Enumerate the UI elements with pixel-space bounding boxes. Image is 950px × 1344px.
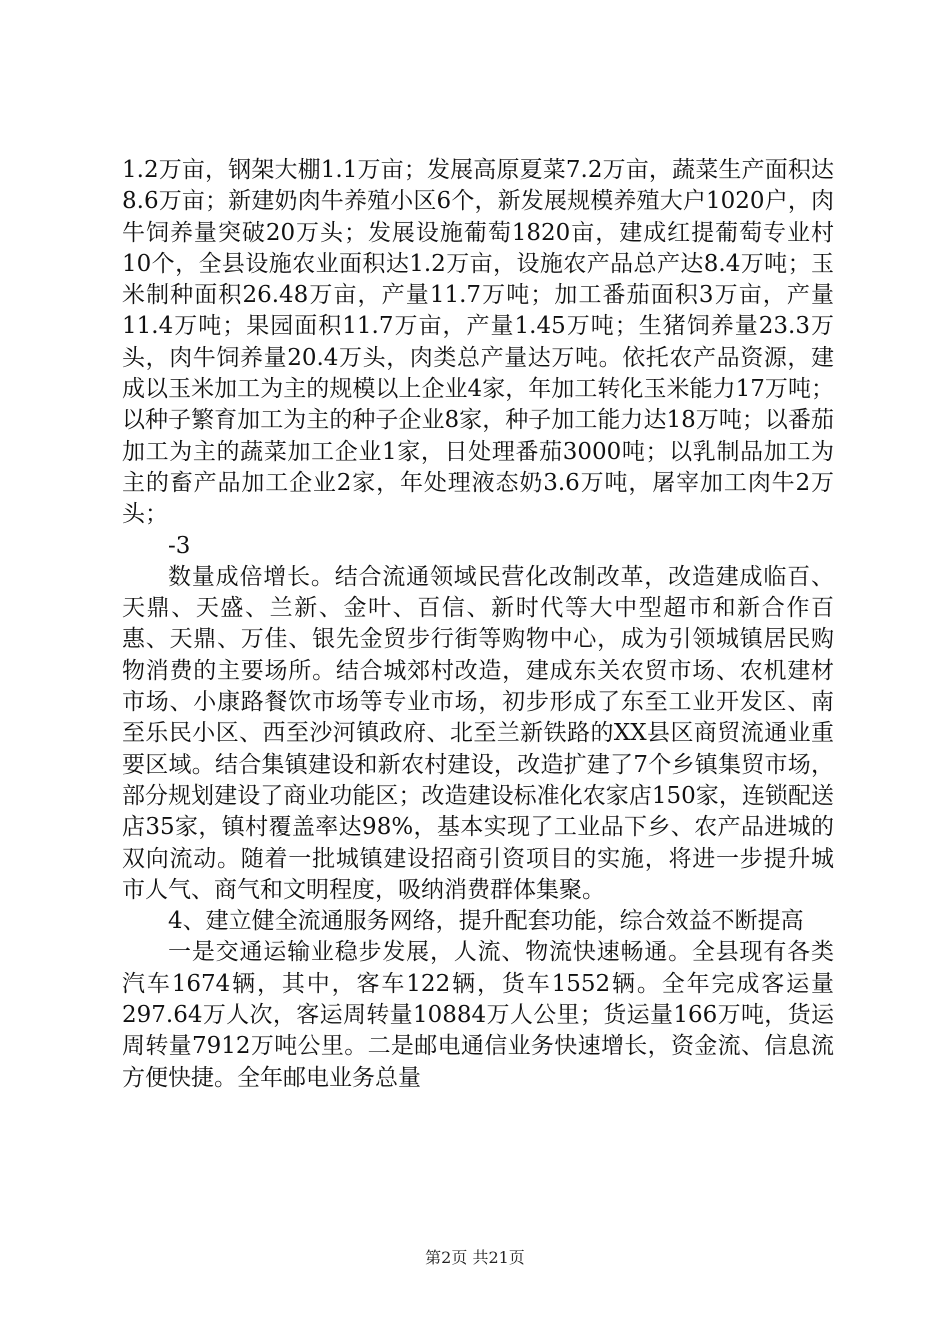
paragraph-transport: 一是交通运输业稳步发展，人流、物流快速畅通。全县现有各类汽车1674辆，其中，客车122辆，货车1552辆。全年完成客运量297.64万人次，客运周转量10884万人公里；货运量166万吨，货运周转量7912万吨公里。二是邮电通信业务快速增长，资金流、信息流方便快捷。全年邮电业务总量: [122, 939, 834, 1091]
page-marker: -3: [168, 532, 191, 559]
page-footer: 第2页 共21页: [425, 1248, 525, 1267]
document-body: [122, 155, 834, 1094]
paragraph-agriculture: 1.2万亩，钢架大棚1.1万亩；发展高原夏菜7.2万亩，蔬菜生产面积达8.6万亩；新建奶肉牛养殖小区6个，新发展规模养殖大户1020户，肉牛饲养量突破20万头；发展设施葡萄1820亩，建成红提葡萄专业村10个，全县设施农业面积达1.2万亩，设施农产品总产达8.4万吨；玉米制种面积26.48万亩，产量11.7万吨；加工番茄面积3万亩，产量11.4万吨；果园面积11.7万亩，产量1.45万吨；生猪饲养量23.3万头，肉牛饲养量20.4万头，肉类总产量达万吨。依托农产品资源，建成以玉米加工为主的规模以上企业4家，年加工转化玉米能力17万吨；以种子繁育加工为主的种子企业8家，种子加工能力达18万吨；以番茄加工为主的蔬菜加工企业1家，日处理番茄3000吨；以乳制品加工为主的畜产品加工企业2家，年处理液态奶3.6万吨，屠宰加工肉牛2万头；: [122, 157, 834, 528]
section-heading: 4、建立健全流通服务网络，提升配套功能，综合效益不断提高: [168, 908, 804, 935]
paragraph-commerce: 数量成倍增长。结合流通领域民营化改制改革，改造建成临百、天鼎、天盛、兰新、金叶、百信、新时代等大中型超市和新合作百惠、天鼎、万佳、银先金贸步行街等购物中心，成为引领城镇居民购物消费的主要场所。结合城郊村改造，建成东关农贸市场、农机建材市场、小康路餐饮市场等专业市场，初步形成了东至工业开发区、南至乐民小区、西至沙河镇政府、北至兰新铁路的XX县区商贸流通业重要区域。结合集镇建设和新农村建设，改造扩建了7个乡镇集贸市场，部分规划建设了商业功能区；改造建设标准化农家店150家，连锁配送店35家，镇村覆盖率达98%，基本实现了工业品下乡、农产品进城的双向流动。随着一批城镇建设招商引资项目的实施，将进一步提升城市人气、商气和文明程度，吸纳消费群体集聚。: [122, 563, 834, 903]
